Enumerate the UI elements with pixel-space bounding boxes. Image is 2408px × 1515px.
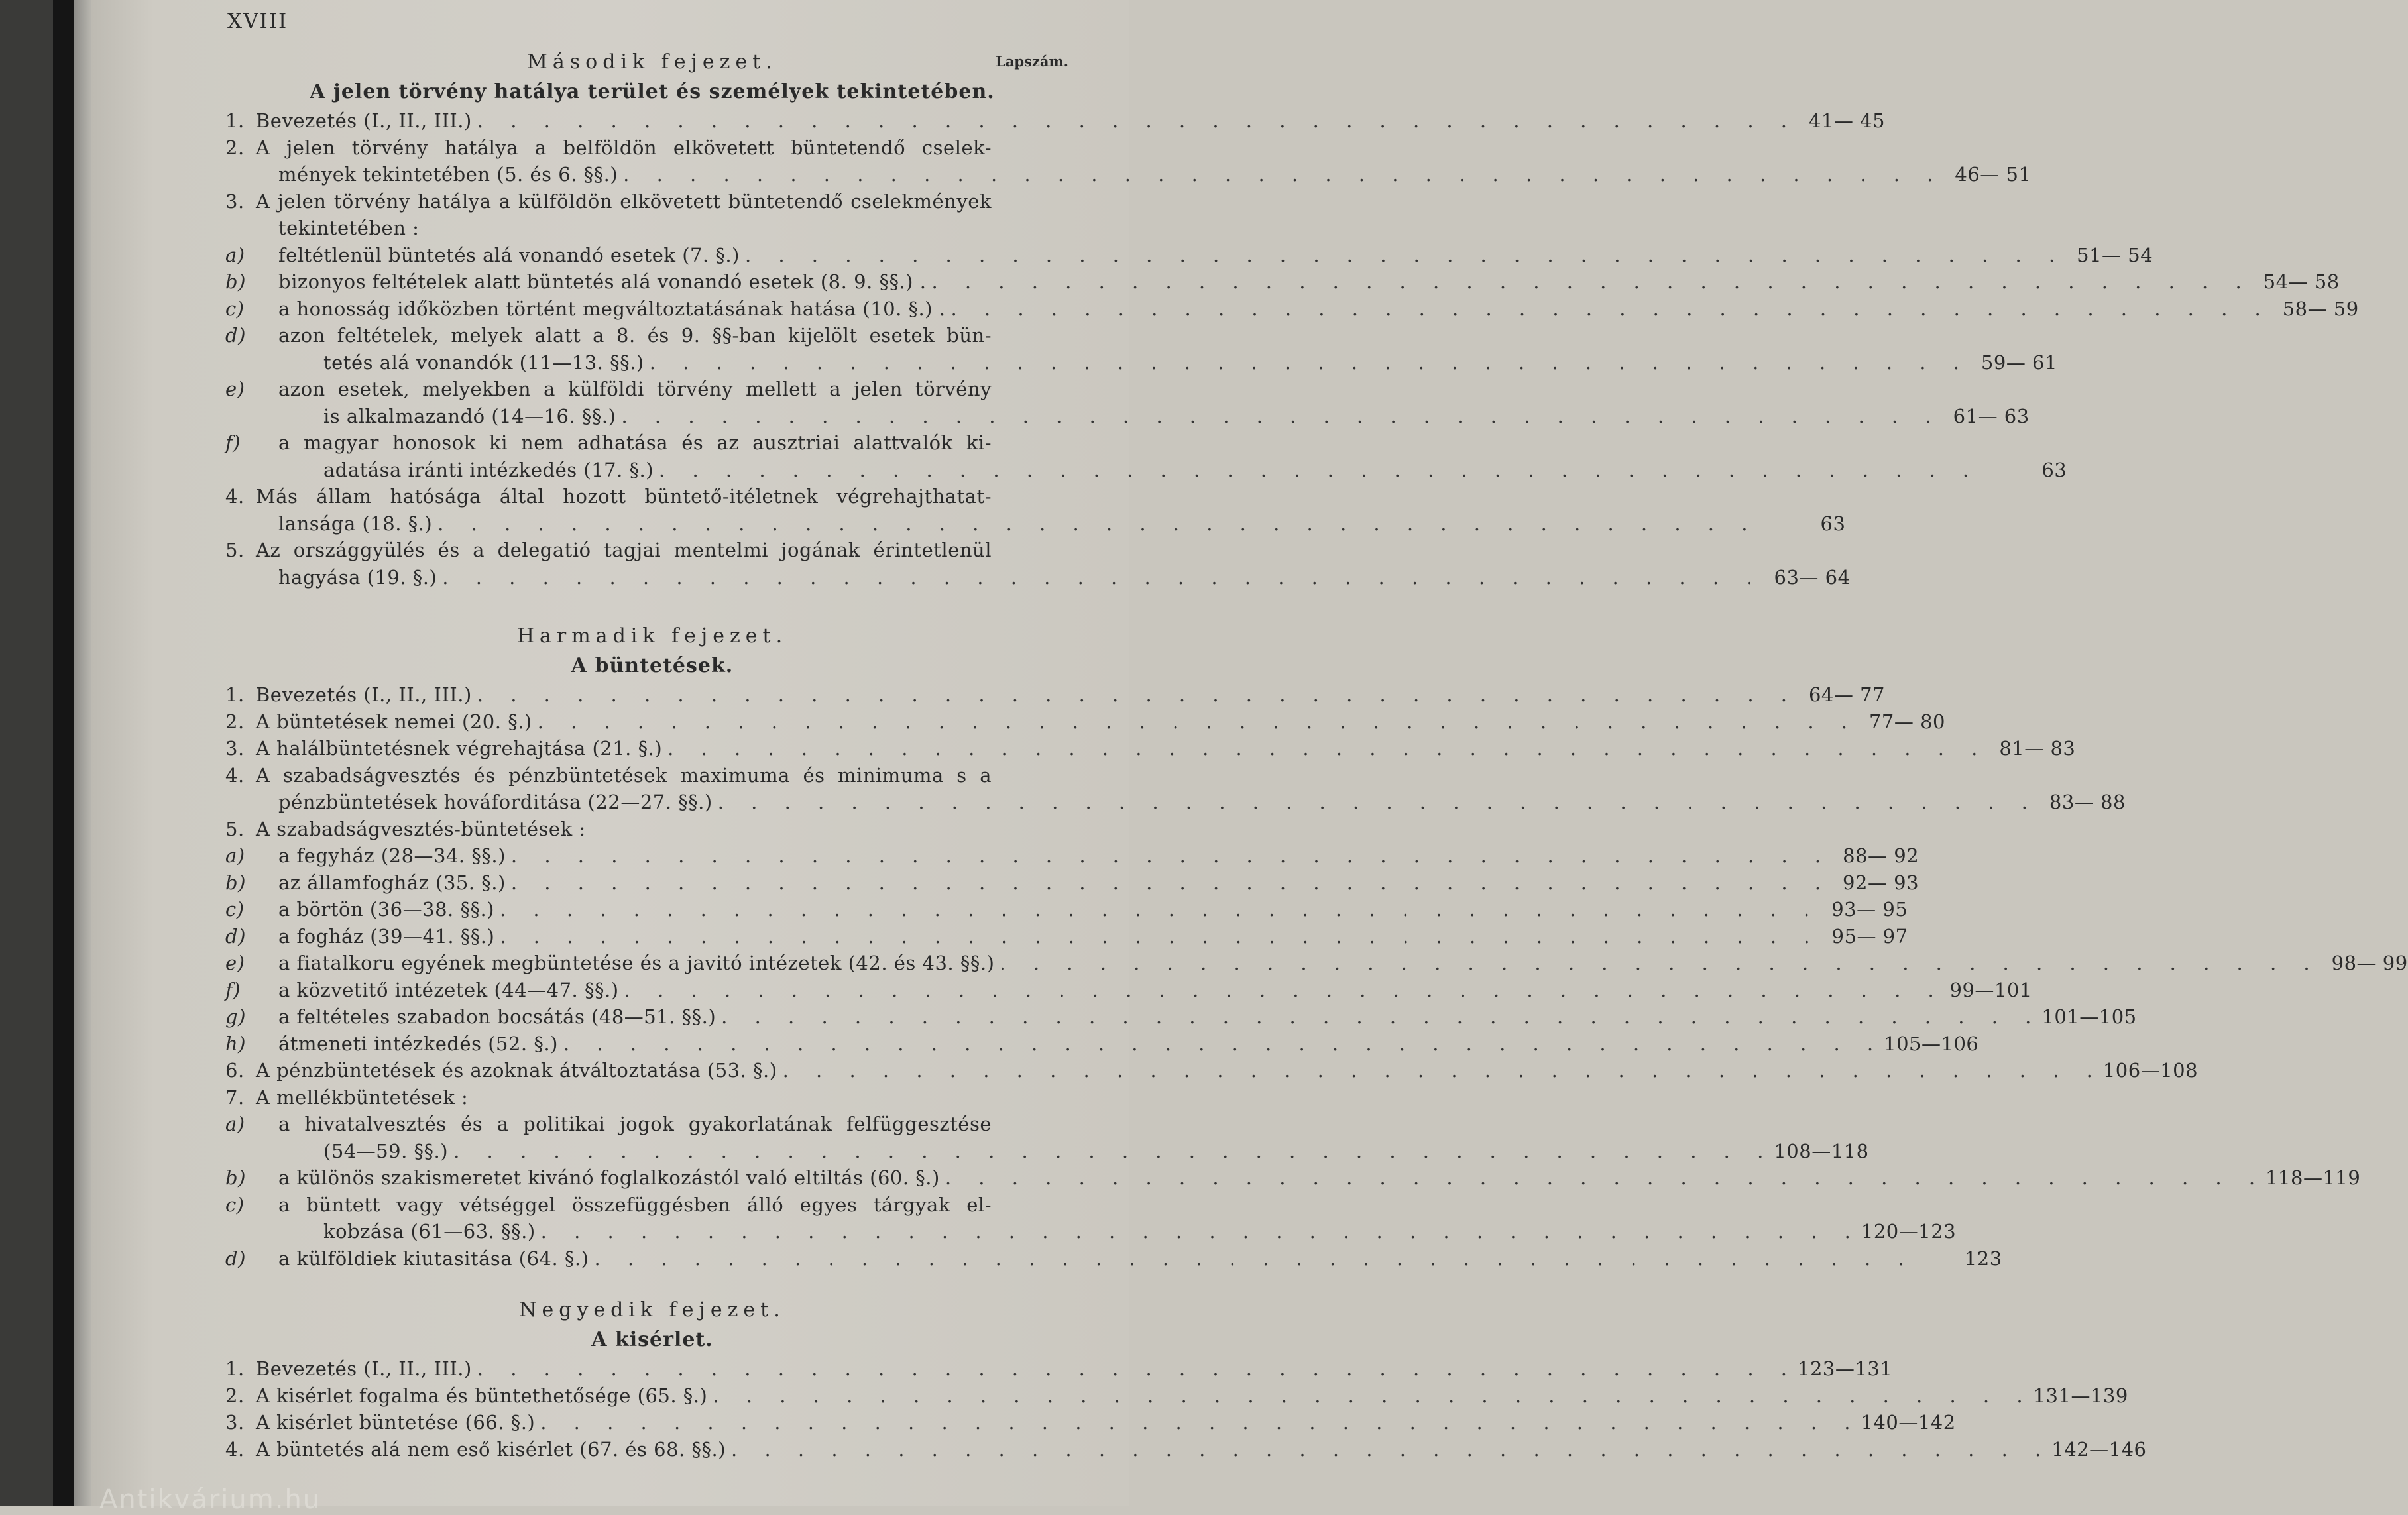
toc-page-range: 88— 92: [1843, 844, 1920, 867]
dot-leader: . . . . . . . . . . . . . . . . . . . . . . . . . . . . . . . . . . . . . . . .: [477, 109, 1798, 132]
toc-item-number: 2.: [225, 710, 245, 733]
toc-item-text: a börtön (36—38. §§.): [278, 898, 494, 921]
toc-item-text: a feltételes szabadon bocsátás (48—51. §§.): [278, 1005, 717, 1028]
toc-item-number: h): [225, 1032, 246, 1055]
toc-row: [225, 1164, 2361, 1192]
toc-item-text: azon feltételek, melyek alatt a 8. és 9. §§-ban kijelölt esetek bün-: [278, 324, 992, 347]
toc-row: [225, 923, 1908, 950]
toc-row: [225, 564, 1851, 591]
dot-leader: . . . . . . . . . . . . . . . . . . . . . . . . . . . . . . . . . . . . . . . .: [731, 1437, 2052, 1461]
dot-leader: . . . . . . . . . . . . . . . . . . . . . . . . . . . . . . . . . . . . . . . .: [477, 1357, 1798, 1380]
chapter-title: Második fejezet.: [527, 50, 777, 74]
book-spine-inner: [53, 0, 74, 1506]
toc-item-text: is alkalmazandó (14—16. §§.): [323, 404, 616, 427]
toc-item-number: f): [225, 978, 241, 1001]
toc-page-range: 120—123: [1861, 1220, 1957, 1243]
toc-row: [225, 896, 1908, 923]
dot-leader: . . . . . . . . . . . . . . . . . . . . . . . . . . . . . . . . . . . . . . . .: [717, 791, 2038, 813]
toc-item-number: e): [225, 378, 245, 400]
dot-leader: . . . . . . . . . . . . . . . . . . . . . . . . . . . . . . . . . . . . . . . .: [624, 978, 1945, 1001]
dot-leader: . . . . . . . . . . . . . . . . . . . . . . . . . . . . . . . . . . . . . . . .: [510, 844, 1832, 867]
toc-item-text: A szabadságvesztés-büntetések :: [256, 817, 586, 840]
toc-page-range: 63: [1820, 512, 1846, 535]
chapter-4: [225, 1296, 2147, 1463]
toc-row: [225, 681, 1886, 708]
toc-item-text: Bevezetés (I., II., III.): [256, 683, 472, 706]
toc-item-number: 4.: [225, 763, 245, 787]
toc-item-text: A mellékbüntetések :: [256, 1086, 469, 1109]
toc-page-range: 83— 88: [2049, 791, 2126, 813]
toc-item-number: b): [225, 871, 246, 894]
dot-leader: . . . . . . . . . . . . . . . . . . . . . . . . . . . . . . . . . . . . . . . .: [537, 710, 1858, 733]
toc-item-text: azon esetek, melyekben a külföldi törvény mellett a jelen törvény: [278, 378, 992, 400]
dot-leader: . . . . . . . . . . . . . . . . . . . . . . . . . . . . . . . . . . . . . . . .: [594, 1247, 1915, 1270]
toc-item-text: Az országgyülés és a delegatió tagjai mentelmi jogának érintetlenül: [256, 539, 992, 561]
toc-item-text: A szabadságvesztés és pénzbüntetések maximuma és minimuma s a: [256, 763, 992, 787]
toc-item-number: 1.: [225, 683, 245, 706]
toc-item-number: 3.: [225, 1411, 245, 1433]
toc-item-number: 4.: [225, 1437, 245, 1461]
chapter-subtitle: A jelen törvény hatálya terület és személyek tekintetében.: [310, 80, 995, 103]
toc-item-number: d): [225, 925, 246, 948]
chapter-subtitle: A kisérlet.: [591, 1328, 713, 1351]
toc-page-range: 108—118: [1774, 1139, 1869, 1162]
toc-list: [225, 107, 2359, 590]
dot-leader: . . . . . . . . . . . . . . . . . . . . . . . . . . . . . . . . . . . . . . . .: [721, 1005, 2042, 1028]
toc-row: [225, 457, 2067, 484]
toc-row: [225, 1218, 1957, 1245]
toc-item-text: Bevezetés (I., II., III.): [256, 1357, 472, 1380]
toc-page-range: 59— 61: [1980, 351, 2057, 374]
toc-row: [225, 268, 2340, 296]
toc-item-number: 1.: [225, 109, 245, 132]
dot-leader: . . . . . . . . . . . . . . . . . . . . . . . . . . . . . . . . . . . . . . . .: [713, 1384, 2034, 1407]
toc-row: [225, 1409, 1956, 1436]
dot-leader: . . . . . . . . . . . . . . . . . . . . . . . . . . . . . . . . . . . . . . . .: [437, 512, 1758, 535]
toc-row: [225, 950, 2408, 977]
toc-page-range: 95— 97: [1831, 925, 1908, 948]
toc-row: [225, 1057, 2199, 1084]
toc-item-number: d): [225, 1247, 246, 1270]
toc-page-range: 99—101: [1949, 978, 2032, 1001]
toc-list: [225, 1355, 2147, 1463]
toc-item-text: tekintetében :: [278, 217, 420, 239]
toc-item-text: tetés alá vonandók (11—13. §§.): [323, 351, 644, 374]
toc-item-number: c): [225, 1193, 245, 1216]
toc-page-range: 41— 45: [1808, 109, 1886, 132]
toc-item-text: A halálbüntetésnek végrehajtása (21. §.): [256, 737, 663, 759]
toc-row: [225, 242, 2153, 269]
dot-leader: . . . . . . . . . . . . . . . . . . . . . . . . . . . . . . . . . . . . . . . .: [623, 163, 1944, 186]
dot-leader: . . . . . . . . . . . . . . . . . . . . . . . . . . . . . . . . . . . . . . . .: [540, 1220, 1861, 1243]
toc-page-range: 98— 99: [2331, 952, 2408, 974]
toc-item-text: A kisérlet fogalma és büntethetősége (65. §.): [256, 1384, 708, 1407]
dot-leader: . . . . . . . . . . . . . . . . . . . . . . . . . . . . . . . . . . . . . . . .: [659, 458, 1980, 481]
toc-item-text: mények tekintetében (5. és 6. §§.): [278, 163, 618, 186]
toc-page-range: 63: [2041, 458, 2067, 481]
toc-page-range: 105—106: [1884, 1032, 1979, 1055]
dot-leader: . . . . . . . . . . . . . . . . . . . . . . . . . . . . . . . . . . . . . . . .: [667, 737, 1988, 759]
toc-item-text: pénzbüntetések hováforditása (22—27. §§.): [278, 791, 713, 813]
watermark: Antikvárium.hu: [99, 1485, 321, 1515]
dot-leader: . . . . . . . . . . . . . . . . . . . . . . . . . . . . . . . . . . . . . . . .: [931, 270, 2252, 293]
toc-item-number: g): [225, 1005, 246, 1028]
toc-page-range: 123—131: [1798, 1357, 1893, 1380]
toc-row: [225, 1003, 2137, 1031]
dot-leader: . . . . . . . . . . . . . . . . . . . . . . . . . . . . . . . . . . . . . . . .: [500, 898, 1821, 921]
toc-item-number: d): [225, 324, 246, 347]
toc-row: [225, 1192, 1079, 1219]
page-number: XVIII: [227, 9, 288, 33]
toc-item-number: e): [225, 952, 245, 974]
toc-item-number: 5.: [225, 817, 245, 840]
toc-item-number: a): [225, 243, 245, 266]
toc-page-range: 101—105: [2041, 1005, 2137, 1028]
toc-row: [225, 1138, 1869, 1165]
toc-row: [225, 1111, 1079, 1138]
toc-item-number: a): [225, 1113, 245, 1135]
toc-item-number: b): [225, 270, 246, 293]
dot-leader: . . . . . . . . . . . . . . . . . . . . . . . . . . . . . . . . . . . . . . . .: [442, 565, 1763, 589]
toc-row: [225, 296, 2359, 323]
chapter-3: [225, 622, 2408, 1272]
toc-item-text: bizonyos feltételek alatt büntetés alá vonandó esetek (8. 9. §§.) .: [278, 270, 927, 293]
toc-item-text: átmeneti intézkedés (52. §.): [278, 1032, 558, 1055]
toc-page-range: 63— 64: [1774, 565, 1851, 589]
toc-page-range: 77— 80: [1868, 710, 1945, 733]
toc-item-text: A jelen törvény hatálya a belföldön elkövetett büntetendő cselek-: [256, 136, 992, 159]
chapter-subtitle: A büntetések.: [571, 654, 734, 677]
toc-item-number: 1.: [225, 1357, 245, 1380]
chapter-title: Negyedik fejezet.: [519, 1298, 785, 1321]
dot-leader: . . . . . . . . . . . . . . . . . . . . . . . . . . . . . . . . . . . . . . . .: [782, 1059, 2103, 1082]
toc-item-text: hagyása (19. §.): [278, 565, 437, 589]
toc-row: [225, 762, 1079, 789]
dot-leader: . . . . . . . . . . . . . . . . . . . . . . . . . . . . . . . . . . . . . . . .: [500, 925, 1821, 948]
toc-row: [225, 870, 1920, 897]
dot-leader: . . . . . . . . . . . . . . . . . . . . . . . . . . . . . . . . . . . . . . . .: [950, 297, 2271, 320]
dot-leader: . . . . . . . . . . . . . . . . . . . . . . . . . . . . . . . . . . . . . . . .: [510, 871, 1832, 894]
toc-item-number: b): [225, 1166, 246, 1189]
toc-page-range: 140—142: [1861, 1411, 1956, 1433]
toc-page-range: 51— 54: [2077, 243, 2153, 266]
toc-item-text: A büntetések nemei (20. §.): [256, 710, 532, 733]
toc-row: [225, 977, 2032, 1004]
toc-page-range: 118—119: [2265, 1166, 2361, 1189]
toc-page-range: 81— 83: [1999, 737, 2076, 759]
dot-leader: . . . . . . . . . . . . . . . . . . . . . . . . . . . . . . . . . . . . . . . .: [744, 243, 2066, 266]
toc-item-text: a fegyház (28—34. §§.): [278, 844, 506, 867]
toc-item-text: a fogház (39—41. §§.): [278, 925, 495, 948]
toc-item-text: a közvetitő intézetek (44—47. §§.): [278, 978, 619, 1001]
toc-item-text: A kisérlet büntetése (66. §.): [256, 1411, 536, 1433]
toc-row: [225, 1031, 1979, 1058]
toc-row: [225, 1436, 2147, 1463]
dot-leader: . . . . . . . . . . . . . . . . . . . . . . . . . . . . . . . . . . . . . . . .: [621, 404, 1942, 427]
toc-item-text: a honosság időközben történt megváltoztatásának hatása (10. §.) .: [278, 297, 946, 320]
toc-item-text: a fiatalkoru egyének megbüntetése és a javitó intézetek (42. és 43. §§.): [278, 952, 995, 974]
toc-item-text: kobzása (61—63. §§.): [323, 1220, 536, 1243]
toc-row: [225, 708, 1945, 736]
toc-row: [225, 1245, 2002, 1272]
toc-item-text: a magyar honosok ki nem adhatása és az ausztriai alattvalók ki-: [278, 431, 992, 454]
toc-item-number: 3.: [225, 190, 245, 213]
toc-item-text: (54—59. §§.): [323, 1139, 449, 1162]
toc-item-number: 4.: [225, 485, 245, 508]
toc-row: [225, 135, 1079, 162]
dot-leader: . . . . . . . . . . . . . . . . . . . . . . . . . . . . . . . . . . . . . . . .: [540, 1411, 1861, 1433]
toc-row: [225, 537, 1079, 564]
toc-page-range: 131—139: [2033, 1384, 2128, 1407]
toc-item-text: adatása iránti intézkedés (17. §.): [323, 458, 654, 481]
toc-item-text: a különös szakismeretet kivánó foglalkozástól való eltiltás (60. §.): [278, 1166, 940, 1189]
toc-page-range: 61— 63: [1953, 404, 2030, 427]
toc-item-number: f): [225, 431, 241, 454]
dot-leader: . . . . . . . . . . . . . . . . . . . . . . . . . . . . . . . . . . . . . . . .: [945, 1166, 2266, 1189]
toc-page-range: 46— 51: [1955, 163, 2032, 186]
toc-row: [225, 483, 1079, 510]
toc-page-range: 123: [1964, 1247, 2002, 1270]
toc-item-text: Bevezetés (I., II., III.): [256, 109, 472, 132]
toc-row: [225, 816, 1079, 843]
toc-page-range: 93— 95: [1831, 898, 1908, 921]
chapter-2: [225, 48, 2359, 590]
toc-item-number: 2.: [225, 1384, 245, 1407]
toc-row: [225, 376, 1079, 403]
toc-item-number: c): [225, 898, 245, 921]
toc-item-text: a hivatalvesztés és a politikai jogok gyakorlatának felfüggesztése: [278, 1113, 992, 1135]
toc-row: [225, 842, 1920, 870]
toc-page-range: 106—108: [2102, 1059, 2199, 1082]
toc-item-text: feltétlenül büntetés alá vonandó esetek (7. §.): [278, 243, 740, 266]
dot-leader: . . . . . . . . . . . . . . . . . . . . . . . . . . . . . . . . . . . . . . . .: [563, 1032, 1884, 1055]
toc-item-number: c): [225, 297, 245, 320]
toc-item-number: 7.: [225, 1086, 245, 1109]
toc-row: [225, 322, 1079, 349]
toc-page-range: 58— 59: [2282, 297, 2359, 320]
toc-item-number: 2.: [225, 136, 245, 159]
page-edges: [74, 0, 91, 1506]
chapter-title: Harmadik fejezet.: [516, 624, 788, 647]
toc-item-number: 6.: [225, 1059, 245, 1082]
toc-row: [225, 188, 1079, 215]
toc-item-text: a külföldiek kiutasitása (64. §.): [278, 1247, 589, 1270]
toc-row: [225, 735, 2076, 762]
toc-item-text: Más állam hatósága által hozott büntető-itéletnek végrehajthatat-: [256, 485, 992, 508]
toc-item-text: az államfogház (35. §.): [278, 871, 506, 894]
toc-row: [225, 1382, 2128, 1410]
toc-row: [225, 1084, 1079, 1111]
toc-item-number: 5.: [225, 539, 245, 561]
toc-row: [225, 161, 2032, 188]
toc-row: [225, 215, 1079, 242]
toc-item-text: A büntetés alá nem eső kisérlet (67. és 68. §§.): [256, 1437, 726, 1461]
toc-row: [225, 349, 2057, 376]
dot-leader: . . . . . . . . . . . . . . . . . . . . . . . . . . . . . . . . . . . . . . . .: [649, 351, 1970, 374]
page-column-label: Lapszám.: [996, 53, 1068, 70]
toc-row: [225, 789, 2126, 816]
toc-page-range: 92— 93: [1843, 871, 1920, 894]
toc-item-text: A pénzbüntetések és azoknak átváltoztatása (53. §.): [256, 1059, 777, 1082]
dot-leader: . . . . . . . . . . . . . . . . . . . . . . . . . . . . . . . . . . . . . . . .: [477, 683, 1798, 706]
toc-item-text: a büntett vagy vétséggel összefüggésben álló egyes tárgyak el-: [278, 1193, 992, 1216]
toc-list: [225, 681, 2408, 1272]
toc-page-range: 54— 58: [2263, 270, 2340, 293]
toc-page-range: 142—146: [2051, 1437, 2147, 1461]
dot-leader: . . . . . . . . . . . . . . . . . . . . . . . . . . . . . . . . . . . . . . . .: [1000, 952, 2321, 974]
toc-row: [225, 1355, 1893, 1382]
toc-item-number: a): [225, 844, 245, 867]
toc-item-text: A jelen törvény hatálya a külföldön elkövetett büntetendő cselekmények: [256, 190, 992, 213]
toc-row: [225, 107, 1886, 135]
toc-row: [225, 510, 1846, 537]
toc-item-number: 3.: [225, 737, 245, 759]
toc-page-range: 64— 77: [1808, 683, 1886, 706]
toc-row: [225, 429, 1079, 457]
book-spine: [0, 0, 53, 1506]
dot-leader: . . . . . . . . . . . . . . . . . . . . . . . . . . . . . . . . . . . . . . . .: [453, 1139, 1774, 1162]
toc-row: [225, 403, 2030, 430]
toc-item-text: lansága (18. §.): [278, 512, 433, 535]
